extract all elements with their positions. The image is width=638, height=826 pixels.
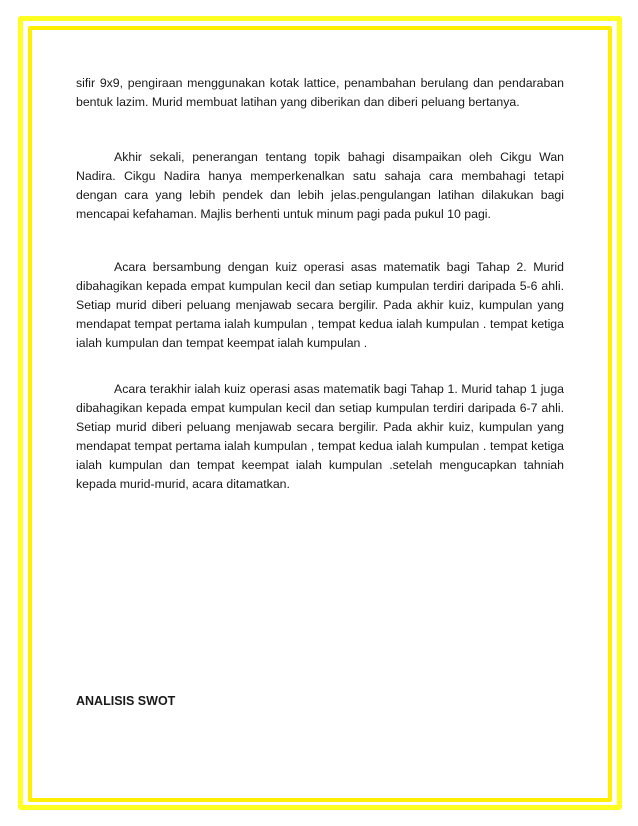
paragraph-quiz-tahap-2: Acara bersambung dengan kuiz operasi asas matematik bagi Tahap 2. Murid dibahagikan kepada empat kumpulan kecil dan setiap kumpulan terdiri daripada 5-6 ahli. Setiap murid diberi peluang menjawab secara bergilir. Pada akhir kuiz, kumpulan yang mendapat tempat pertama ialah kumpulan , tempat kedua ialah kumpulan . tempat ketiga ialah kumpulan dan tempat keempat ialah kumpulan .	[76, 260, 564, 350]
section-heading-swot: ANALISIS SWOT	[76, 694, 176, 708]
paragraph-continuation: sifir 9x9, pengiraan menggunakan kotak lattice, penambahan berulang dan pendaraban bentuk lazim. Murid membuat latihan yang diberikan dan diberi peluang bertanya.	[76, 76, 564, 109]
paragraph-quiz-tahap-1: Acara terakhir ialah kuiz operasi asas matematik bagi Tahap 1. Murid tahap 1 juga dibahagikan kepada empat kumpulan kecil dan setiap kumpulan terdiri daripada 6-7 ahli. Setiap murid diberi peluang menjawab secara bergilir. Pada akhir kuiz, kumpulan yang mendapat tempat pertama ialah kumpulan , tempat kedua ialah kumpulan . tempat ketiga ialah kumpulan dan tempat keempat ialah kumpulan .setelah mengucapkan tahniah kepada murid-murid, acara ditamatkan.	[76, 382, 564, 491]
paragraph-division-topic: Akhir sekali, penerangan tentang topik bahagi disampaikan oleh Cikgu Wan Nadira. Cikgu Nadira hanya memperkenalkan satu sahaja cara membahagi tetapi dengan cara yang lebih pendek dan lebih jelas.pengulangan latihan dilakukan bagi mencapai kefahaman. Majlis berhenti untuk minum pagi pada pukul 10 pagi.	[76, 150, 564, 221]
